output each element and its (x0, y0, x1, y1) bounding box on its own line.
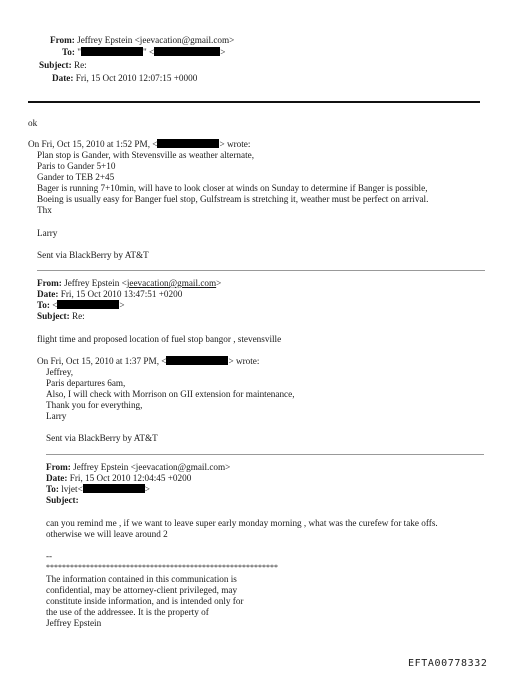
quote1-subject-label: Subject: (37, 311, 70, 321)
header-date-value: Fri, 15 Oct 2010 12:07:15 +0000 (75, 73, 198, 83)
reply-line: Jeffrey, (46, 367, 74, 377)
header-from-row (50, 35, 234, 46)
quote-intro-wrote: > wrote: (219, 139, 251, 149)
signature-dash: -- (46, 551, 53, 561)
quote1-date-value: Fri, 15 Oct 2010 13:47:51 +0200 (60, 289, 183, 299)
header-date-row (52, 73, 197, 84)
disclaimer-line: confidential, may be attorney-client privileged, may (46, 585, 238, 595)
quote1-from-end: > (216, 278, 222, 288)
quote2-body-line: otherwise we will leave around 2 (46, 529, 168, 539)
disclaimer-line: The information contained in this communication is (46, 574, 237, 584)
quote-intro-1 (28, 139, 250, 150)
redaction-block (57, 300, 119, 309)
header-to-mid: " < (143, 47, 155, 57)
body-line: Boeing is usually easy for Banger fuel stop, Gulfstream is stretching it, weather must be perfect on arrival. (37, 194, 429, 204)
redaction-block (83, 484, 145, 493)
quote1-to-label: To: (37, 300, 50, 310)
quote2-body-line: can you remind me , if we want to leave super early monday morning , what was the curefew for take offs. (46, 518, 438, 528)
redaction-block (81, 47, 143, 56)
quote1-date-label: Date: (37, 289, 59, 299)
quote2-subject-label: Subject: (46, 495, 79, 505)
header-subject-label: Subject: (39, 60, 72, 70)
quote2-to-row (46, 484, 150, 495)
quote-intro-text: On Fri, Oct 15, 2010 at 1:52 PM, < (28, 139, 158, 149)
disclaimer-line: Jeffrey Epstein (46, 618, 102, 628)
header-divider (28, 101, 480, 103)
reply-line: Larry (46, 411, 67, 421)
body-line: Plan stop is Gander, with Stevensville as weather alternate, (37, 150, 255, 160)
header-subject-value: Re: (73, 60, 87, 70)
quote1-subject-row (37, 311, 85, 322)
reply-line: Thank you for everything, (46, 400, 143, 410)
quote2-to-value: lvjet< (61, 484, 83, 494)
header-to-close: > (220, 47, 226, 57)
sent-via-line: Sent via BlackBerry by AT&T (46, 433, 158, 443)
quote1-from-row (37, 278, 221, 289)
header-from-value: Jeffrey Epstein <jeevacation@gmail.com> (77, 35, 235, 45)
reply-line: Also, I will check with Morrison on GII extension for maintenance, (46, 389, 295, 399)
document-id: EFTA00778332 (408, 658, 488, 669)
quote2-subject-row (46, 495, 79, 506)
reply-ok: ok (28, 118, 38, 128)
header-subject-row (39, 60, 87, 71)
quote2-date-row (46, 473, 191, 484)
header-date-label: Date: (52, 73, 74, 83)
redaction-block (166, 356, 228, 365)
body-line: Thx (37, 205, 52, 215)
quote2-from-row (46, 462, 230, 473)
quote1-from-name: Jeffrey Epstein < (64, 278, 127, 288)
header-to-label: To: (62, 47, 75, 57)
quote1-to-row (37, 300, 125, 311)
redaction-block (154, 47, 220, 56)
quote2-date-value: Fri, 15 Oct 2010 12:04:45 +0200 (69, 473, 192, 483)
quote1-subject-value: Re: (71, 311, 85, 321)
quote-intro-wrote: > wrote: (228, 356, 260, 366)
sent-via-line: Sent via BlackBerry by AT&T (37, 250, 149, 260)
body-line: Paris to Gander 5+10 (37, 161, 116, 171)
quote1-from-label: From: (37, 278, 62, 288)
quote1-date-row (37, 289, 182, 300)
quote-divider (46, 454, 484, 455)
quote2-date-label: Date: (46, 473, 68, 483)
quote1-email-link[interactable]: jeevacation@gmail.com (126, 278, 217, 288)
redaction-block (157, 139, 219, 148)
header-to-row (62, 47, 225, 58)
quote-intro-2 (37, 356, 259, 367)
signature-name: Larry (37, 228, 58, 238)
body-line: Gander to TEB 2+45 (37, 172, 115, 182)
quote2-from-label: From: (46, 462, 71, 472)
quote2-from-value: Jeffrey Epstein <jeevacation@gmail.com> (73, 462, 231, 472)
quote-intro-text: On Fri, Oct 15, 2010 at 1:37 PM, < (37, 356, 167, 366)
disclaimer-line: constitute inside information, and is intended only for (46, 596, 244, 606)
reply-line: Paris departures 6am, (46, 378, 126, 388)
quote1-to-open: < (52, 300, 58, 310)
quote-divider (37, 270, 485, 271)
stars-separator: ********************************************************** (46, 563, 278, 572)
body-line: Bager is running 7+10min, will have to look closer at winds on Sunday to determine if Banger is possible, (37, 183, 428, 193)
disclaimer-line: the use of the addressee. It is the property of (46, 607, 209, 617)
quote2-to-close: > (144, 484, 150, 494)
header-from-label: From: (50, 35, 75, 45)
quote1-to-close: > (119, 300, 125, 310)
header-to-open: " (77, 47, 81, 57)
quote1-body: flight time and proposed location of fuel stop bangor , stevensville (37, 334, 282, 344)
quote2-to-label: To: (46, 484, 59, 494)
